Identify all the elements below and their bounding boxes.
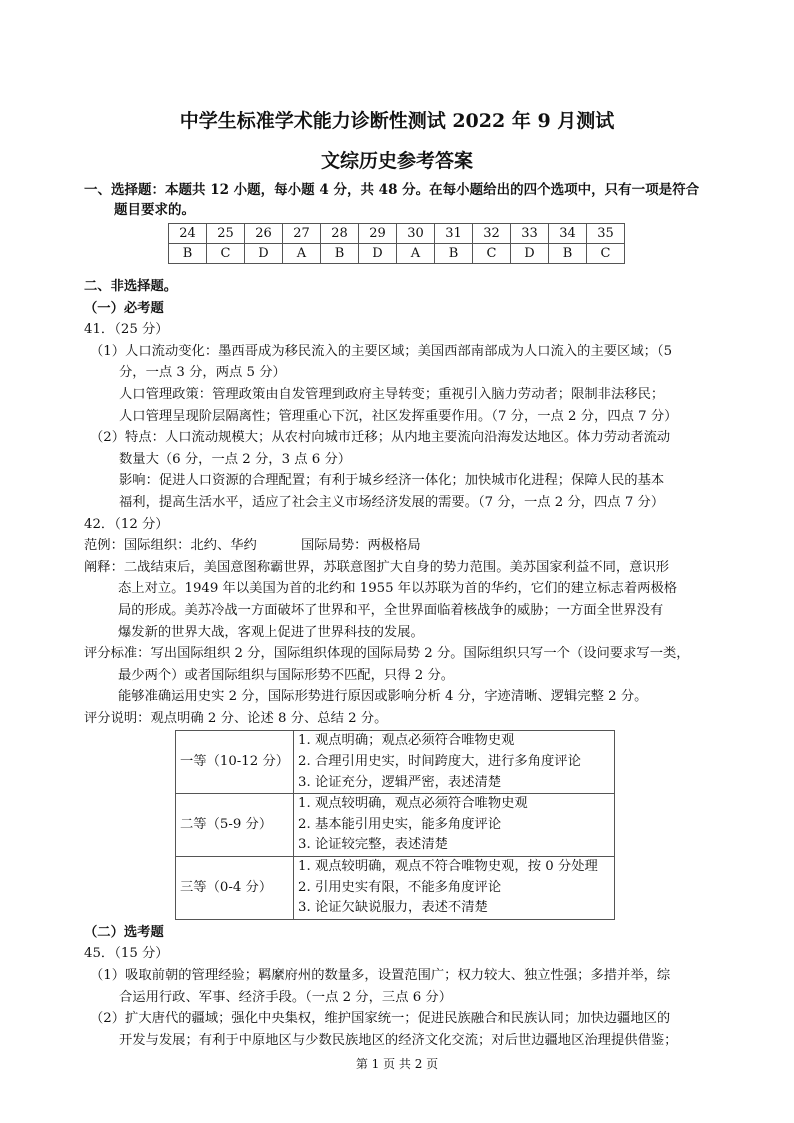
criterion: 2. 引用史实有限，不能多角度评论 [298,879,502,895]
document-subtitle: 文综历史参考答案 [320,150,473,172]
criterion: 3. 论证较完整，表述清楚 [298,837,448,853]
q42-line: 评分标准：写出国际组织 2 分，国际组织体现的国际局势 2 分。国际组织只写一个（设问要求写一类， [84,646,690,662]
criterion: 2. 基本能引用史实，能多角度评论 [298,816,502,832]
q45-line: （2）扩大唐代的疆域；强化中央集权，维护国家统一；促进民族融合和民族认同；加快边疆地区的 [90,1011,671,1027]
question-number-cell: 33 [511,224,549,244]
grade-criteria [294,794,615,857]
section-nonchoice-heading: 二、非选择题。 [84,279,178,294]
answer-row [169,244,625,264]
grade-row [176,794,615,857]
question-number-cell: 35 [587,224,625,244]
criterion: 1. 观点较明确，观点不符合唯物史观，按 0 分处理 [298,859,598,875]
q45-line: 合运用行政、军事、经济手段。（一点 2 分，三点 6 分） [119,989,453,1005]
q42-line: 爆发新的世界大战，客观上促进了世界科技的发展。 [118,624,424,640]
criterion: 1. 观点较明确，观点必须符合唯物史观 [298,796,528,812]
grading-table [175,730,615,919]
q45-line: 开发与发展；有利于中原地区与少数民族地区的经济文化交流；对后世边疆地区治理提供借鉴； [119,1032,678,1048]
section-multiple-choice-heading [84,180,764,220]
question-number-cell: 26 [245,224,283,244]
answer-cell: A [283,244,321,264]
q41-line: 数量大（6 分，一点 2 分，3 点 6 分） [119,451,352,467]
answer-cell: B [549,244,587,264]
q42-example [84,535,764,557]
q41-line: 人口管理呈现阶层隔离性；管理重心下沉，社区发挥重要作用。（7 分，一点 2 分，四点 7 分） [119,408,678,424]
q41-line: （1）人口流动变化：墨西哥成为移民流入的主要区域；美国西部南部成为人口流入的主要区域；（5 [90,343,673,359]
answer-cell: C [587,244,625,264]
question-number-cell: 25 [207,224,245,244]
grade-criteria [294,731,615,794]
grade-criteria [294,857,615,920]
grade-level: 二等（5-9 分） [176,794,294,857]
question-number-cell: 32 [473,224,511,244]
answer-cell: B [169,244,207,264]
question-number-cell: 31 [435,224,473,244]
example-situation: 国际局势：两极格局 [301,538,421,554]
criterion: 1. 观点明确；观点必须符合唯物史观 [298,733,515,749]
q42-heading: 42．（12 分） [84,516,169,532]
answer-cell: D [245,244,283,264]
grade-row [176,857,615,920]
grade-row [176,731,615,794]
q41-line: 影响：促进人口资源的合理配置；有利于城乡经济一体化；加快城市化进程；保障人民的基本 [119,473,665,489]
answer-cell: B [435,244,473,264]
answer-cell: D [511,244,549,264]
q42-line: 态上对立。1949 年以美国为首的北约和 1955 年以苏联为首的华约，它们的建立标志着两极格 [118,581,678,597]
question-number-row [169,224,625,244]
criterion: 2. 合理引用史实，时间跨度大，进行多角度评论 [298,754,581,770]
q45-line: （1）吸取前朝的管理经验；羁縻府州的数量多，设置范围广；权力较大、独立性强；多措并举，综 [90,968,671,983]
answer-key-table [168,223,625,264]
section-heading-line: 题目要求的。 [114,202,195,218]
grade-level: 一等（10-12 分） [176,731,294,794]
q41-line: 人口管理政策：管理政策由自发管理到政府主导转变；重视引入脑力劳动者；限制非法移民； [119,386,665,402]
q42-line: 能够准确运用史实 2 分，国际形势进行原因或影响分析 4 分，字迹清晰、逻辑完整 2 分。 [118,689,648,705]
optional-heading: （二）选考题 [84,924,164,940]
answer-cell: B [321,244,359,264]
q41-line: （2）特点：人口流动规模大；从农村向城市迁移；从内地主要流向沿海发达地区。体力劳动者流动 [90,430,671,446]
q42-line: 评分说明：观点明确 2 分、论述 8 分、总结 2 分。 [84,710,388,726]
q42-line: 局的形成。美苏冷战一方面破坏了世界和平，全世界面临着核战争的威胁；一方面全世界没有 [118,602,664,618]
question-number-cell: 24 [169,224,207,244]
q45-heading: 45．（15 分） [84,946,169,962]
answer-cell: C [473,244,511,264]
question-number-cell: 28 [321,224,359,244]
required-heading: （一）必考题 [84,300,164,316]
question-number-cell: 27 [283,224,321,244]
document-title: 中学生标准学术能力诊断性测试 2022 年 9 月测试 [179,110,615,132]
answer-body [84,276,764,1051]
criterion: 3. 论证欠缺说服力，表述不清楚 [298,900,488,916]
q41-line: 福利，提高生活水平，适应了社会主义市场经济发展的需要。（7 分，一点 2 分，四点 7 分） [119,494,665,510]
page-footer: 第 1 页 共 2 页 [355,1057,439,1071]
q41-line: 分，一点 3 分，两点 5 分） [119,365,286,381]
q42-line: 最少两个）或者国际组织与国际形势不匹配，只得 2 分。 [118,667,455,683]
answer-cell: D [359,244,397,264]
question-number-cell: 29 [359,224,397,244]
question-number-cell: 34 [549,224,587,244]
q41-heading: 41．（25 分） [84,322,169,338]
section-heading-line: 一、选择题：本题共 12 小题，每小题 4 分，共 48 分。在每小题给出的四个选项中，只有一项是符合 [84,182,700,198]
grade-level: 三等（0-4 分） [176,857,294,920]
answer-cell: C [207,244,245,264]
q42-line: 阐释：二战结束后，美国意图称霸世界，苏联意图扩大自身的势力范围。美苏国家利益不同，意识形 [84,559,670,575]
question-number-cell: 30 [397,224,435,244]
example-organization: 范例：国际组织：北约、华约 [84,538,257,554]
criterion: 3. 论证充分，逻辑严密，表述清楚 [298,774,502,790]
answer-cell: A [397,244,435,264]
